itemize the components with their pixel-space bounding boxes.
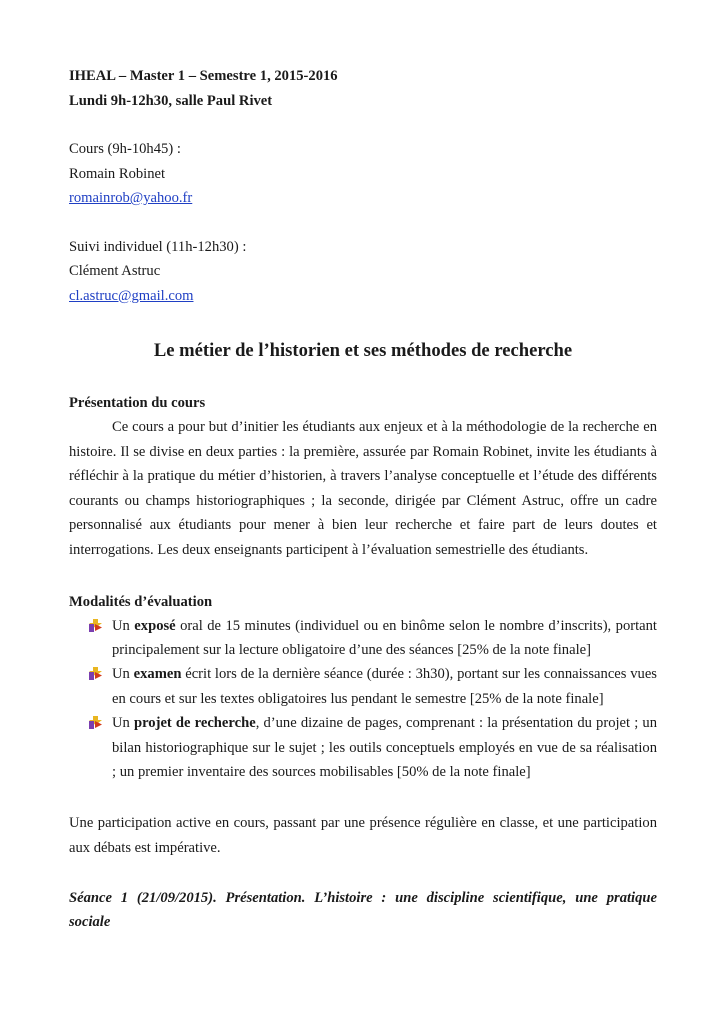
item-prefix: Un (112, 666, 134, 683)
evaluation-list (69, 614, 657, 785)
evaluation-heading: Modalités d’évaluation (69, 593, 213, 610)
arrow-bullet-icon (89, 667, 102, 680)
item-keyword: examen (133, 666, 182, 683)
item-text: , d’une dizaine de pages, comprenant : la présentation du projet ; un bilan historiographique sur le sujet ; les outils conceptuels employés en vue de sa réalisation ; un premier inventaire des sources mobilisables [50% de la note finale] (112, 715, 657, 780)
item-keyword: exposé (134, 617, 176, 634)
cours-teacher: Romain Robinet (69, 165, 166, 182)
presentation-paragraph: Ce cours a pour but d’initier les étudiants aux enjeux et à la méthodologie de la recherche en histoire. Il se divise en deux parties : la première, assurée par Romain Robinet, invite les étudiants à réfléchir à la pratique du métier d’historien, à travers l’analyse conceptuelle et l’étude des différents courants ou champs historiographiques ; la seconde, dirigée par Clément Astruc, offre un cadre personnalisé aux étudiants pour mener à bien leur recherche et faire part de leurs doutes et interrogations. Les deux enseignants participent à l’évaluation semestrielle des étudiants. (69, 419, 657, 558)
item-text: écrit lors de la dernière séance (durée : 3h30), portant sur les connaissances vues en cours et sur les textes obligatoires lus pendant le semestre [25% de la note finale] (112, 666, 657, 707)
participation-paragraph: Une participation active en cours, passant par une présence régulière en classe, et une participation aux débats est impérative. (69, 815, 657, 856)
seance-1-line-2: sociale (69, 913, 111, 930)
item-text: oral de 15 minutes (individuel ou en binôme selon le nombre d’inscrits), portant principalement sur la lecture obligatoire d’une des séances [25% de la note finale] (112, 617, 657, 658)
seance-1-heading (69, 886, 657, 934)
cours-email-link[interactable]: romainrob@yahoo.fr (69, 190, 193, 206)
arrow-bullet-icon (89, 716, 102, 729)
document-content (69, 64, 657, 934)
evaluation-item-projet (69, 711, 657, 784)
header-line-2: Lundi 9h-12h30, salle Paul Rivet (69, 92, 273, 109)
arrow-bullet-icon (89, 619, 102, 632)
evaluation-item-expose (69, 614, 657, 663)
item-prefix: Un (112, 715, 134, 732)
document-title: Le métier de l’historien et ses méthodes de recherche (153, 340, 573, 361)
header-line-1: IHEAL – Master 1 – Semestre 1, 2015-2016 (69, 68, 338, 84)
suivi-label: Suivi individuel (11h-12h30) : (69, 238, 247, 255)
seance-1-line-1: Séance 1 (21/09/2015). Présentation. L’histoire : une discipline scientifique, une pratique (69, 889, 657, 906)
evaluation-item-examen (69, 662, 657, 711)
suivi-teacher: Clément Astruc (69, 263, 161, 279)
suivi-email-link[interactable]: cl.astruc@gmail.com (69, 287, 194, 304)
item-keyword: projet de recherche (133, 715, 256, 732)
cours-label: Cours (9h-10h45) : (69, 141, 181, 157)
item-prefix: Un (112, 617, 135, 634)
presentation-heading: Présentation du cours (69, 395, 206, 411)
